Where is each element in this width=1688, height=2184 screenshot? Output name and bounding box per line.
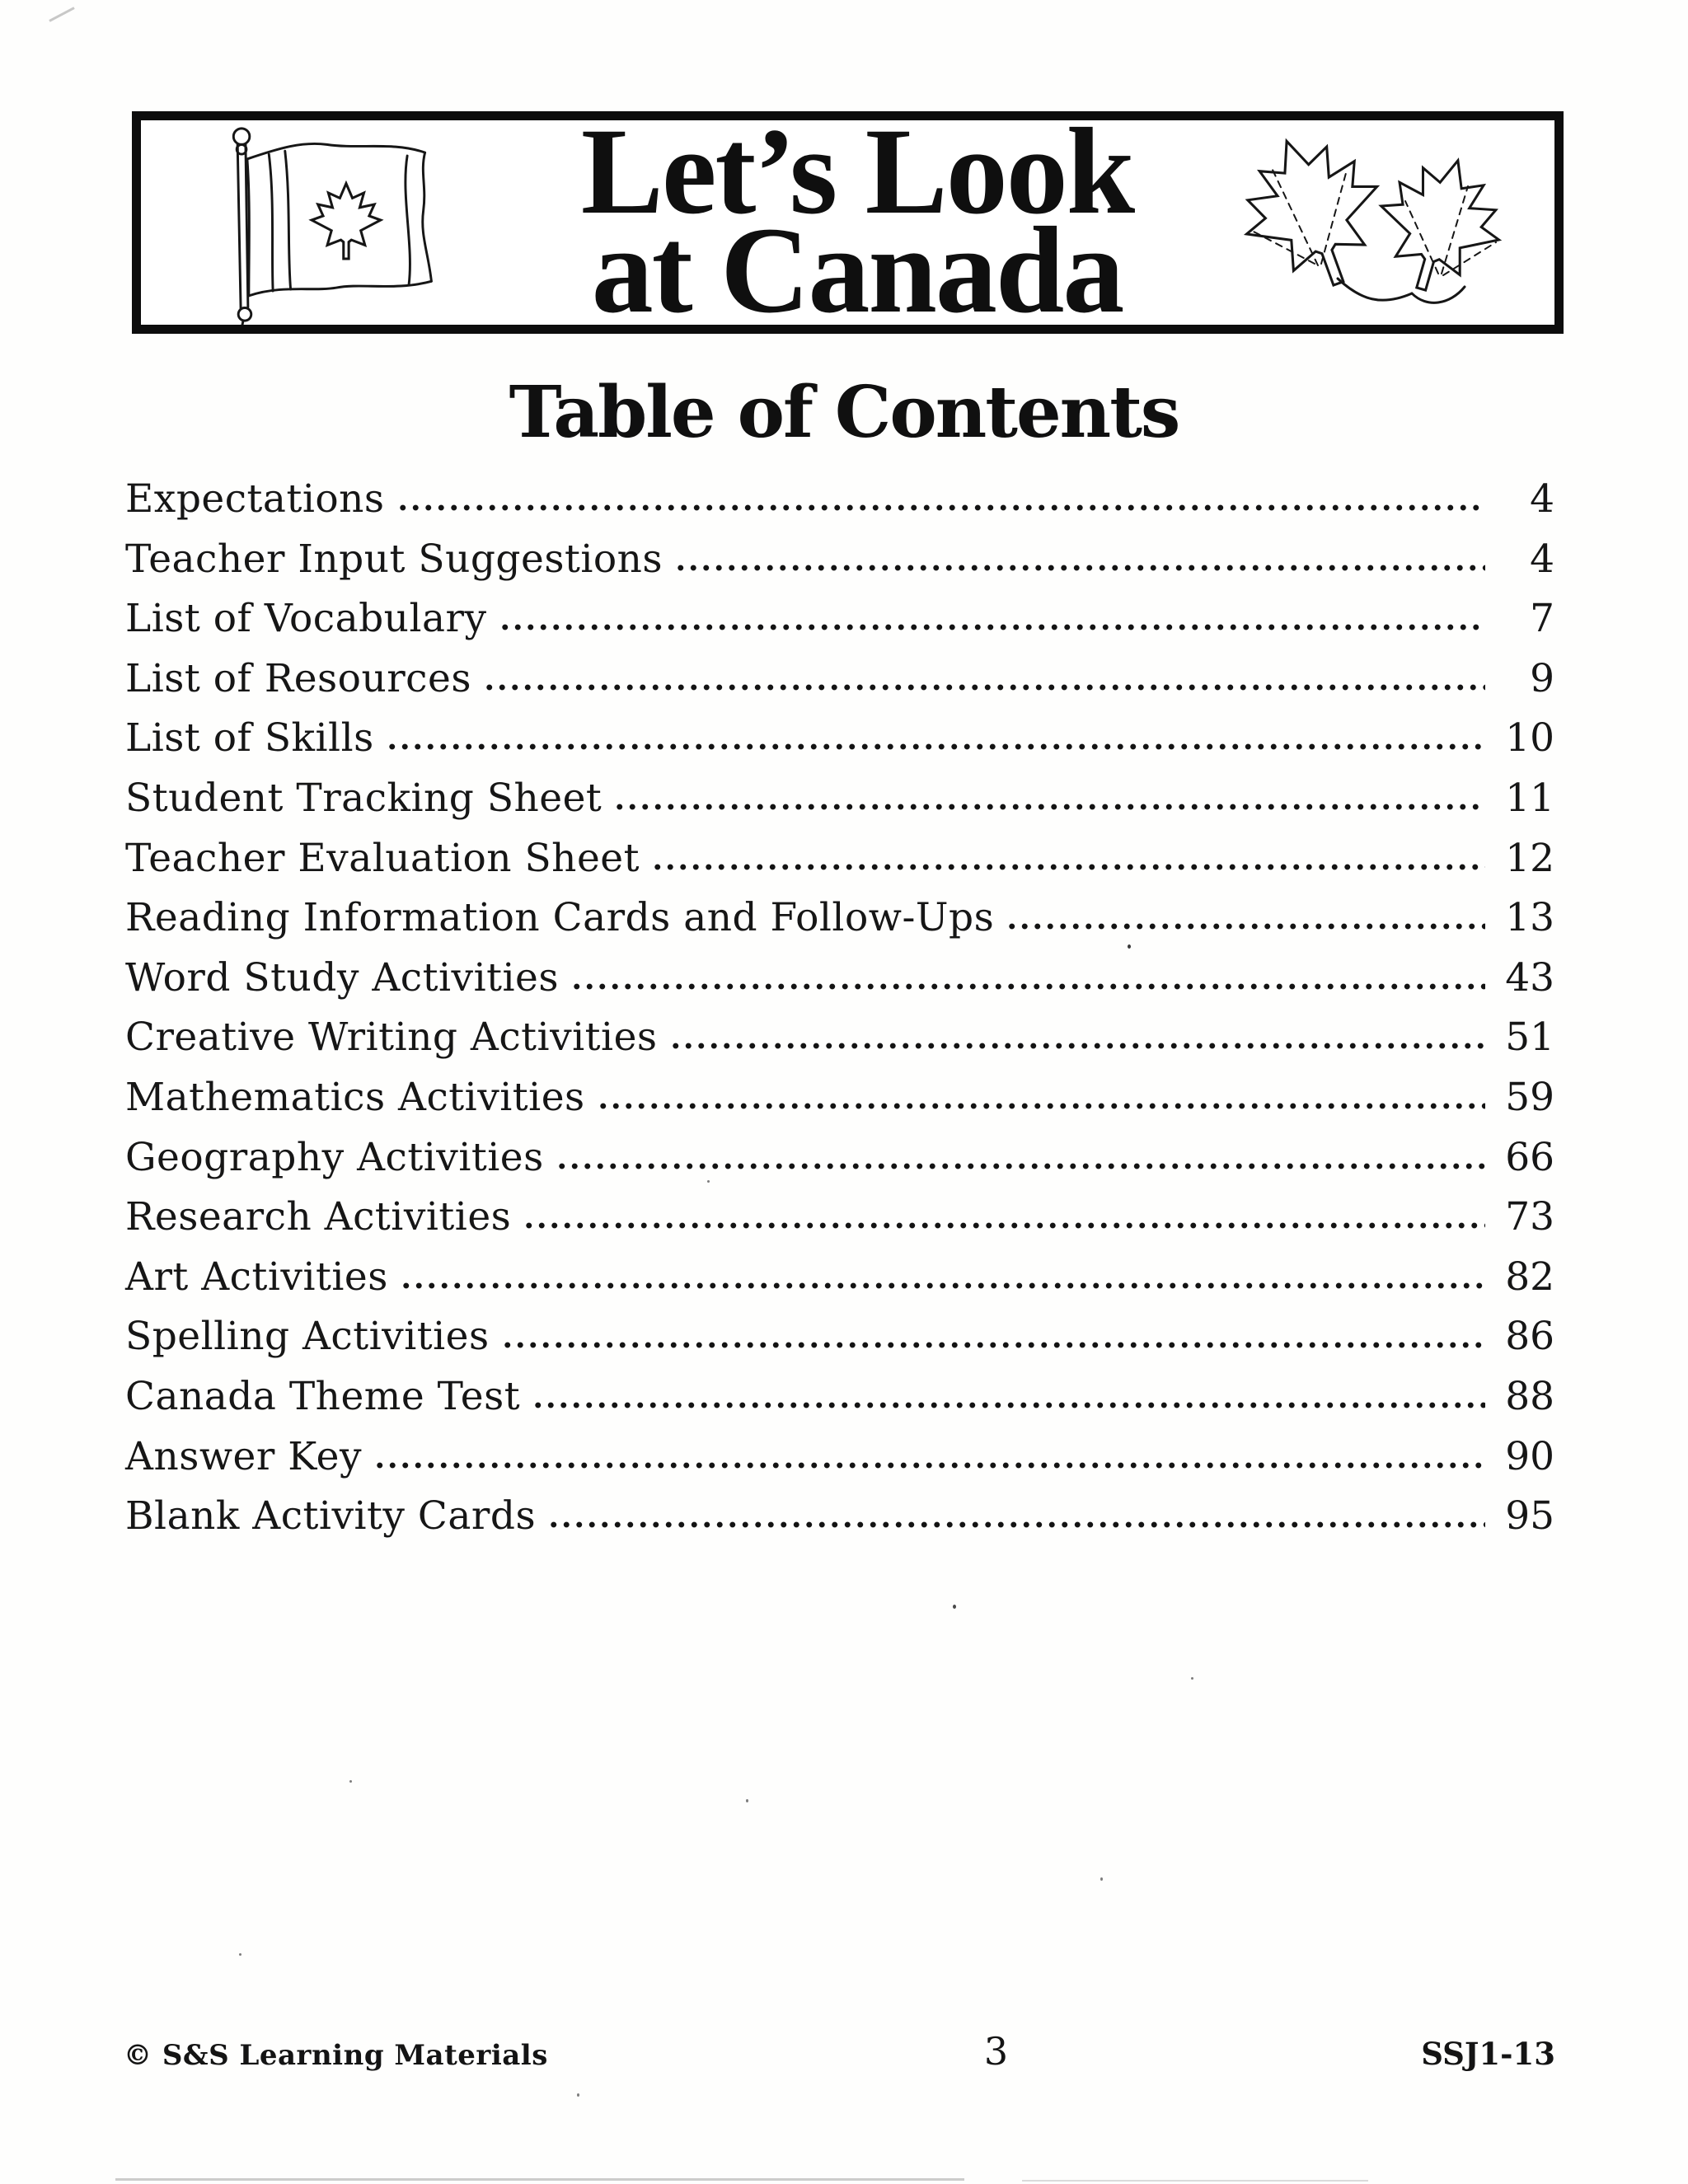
dot-leader (373, 1461, 1485, 1469)
toc-entry (125, 655, 1554, 715)
toc-entry-page: 7 (1530, 596, 1554, 642)
scan-speck (349, 1780, 352, 1783)
toc-entry (125, 595, 1554, 655)
scan-artifact (1022, 2180, 1368, 2182)
book-title-line1: Let’s Look (580, 103, 1134, 240)
toc-entry-page: 4 (1530, 536, 1554, 582)
toc-entry-label: Art Activities (125, 1254, 388, 1300)
toc-entry-label: Teacher Evaluation Sheet (125, 835, 640, 881)
toc-entry-label: List of Vocabulary (125, 596, 487, 642)
scan-speck (1128, 944, 1131, 949)
toc-entry-page: 43 (1505, 954, 1554, 1001)
scan-speck (1100, 1877, 1103, 1881)
page-number: 3 (983, 2029, 1009, 2074)
page-footer (124, 2029, 1555, 2074)
dot-leader (669, 1042, 1485, 1050)
document-code: SSJ1-13 (1421, 2036, 1555, 2072)
title-banner (132, 103, 1564, 339)
dot-leader (651, 863, 1485, 871)
scan-speck (707, 1180, 710, 1183)
toc-entry (125, 1074, 1554, 1134)
dot-leader (547, 1521, 1485, 1529)
dot-leader (396, 504, 1485, 512)
toc-entry-label: Spelling Activities (125, 1314, 490, 1360)
toc-entry-label: Mathematics Activities (125, 1074, 585, 1120)
toc-entry-page: 66 (1505, 1134, 1554, 1180)
toc-entry-page: 13 (1505, 895, 1554, 941)
toc-entry-label: Canada Theme Test (125, 1373, 521, 1419)
dot-leader (556, 1162, 1485, 1170)
dot-leader (674, 564, 1485, 572)
toc-entry-label: Blank Activity Cards (125, 1493, 537, 1540)
toc-entry-page: 51 (1505, 1015, 1554, 1061)
dot-leader (597, 1102, 1485, 1110)
dot-leader (499, 623, 1485, 631)
dot-leader (532, 1401, 1485, 1409)
toc-entry-page: 4 (1530, 476, 1554, 522)
toc-entry-page: 10 (1505, 715, 1554, 762)
toc-entry (125, 894, 1554, 954)
toc-entry-label: Geography Activities (125, 1134, 544, 1180)
toc-entry (125, 1493, 1554, 1553)
scan-artifact (49, 7, 74, 22)
canada-flag-icon (221, 124, 468, 325)
toc-entry-page: 88 (1505, 1373, 1554, 1419)
toc-entry-page: 9 (1530, 655, 1554, 701)
toc-entry-page: 12 (1505, 835, 1554, 881)
toc-entry (125, 1014, 1554, 1074)
toc-entry-label: Reading Information Cards and Follow-Ups (125, 895, 995, 941)
maple-leaves-icon (1221, 125, 1534, 313)
copyright-text: © S&S Learning Materials (124, 2039, 548, 2072)
toc-entry-page: 11 (1505, 775, 1554, 821)
scan-artifact (115, 2178, 964, 2181)
toc-entry-label: List of Resources (125, 655, 471, 701)
toc-entry (125, 476, 1554, 536)
dot-leader (400, 1282, 1485, 1290)
toc-entry-label: Expectations (125, 476, 385, 522)
toc-entry (125, 1254, 1554, 1314)
scan-speck (746, 1799, 748, 1802)
toc-entry (125, 1134, 1554, 1194)
page-title: Table of Contents (509, 371, 1179, 454)
dot-leader (613, 803, 1485, 811)
toc-entry (125, 1433, 1554, 1493)
toc-entry (125, 715, 1554, 775)
toc-entry-label: Creative Writing Activities (125, 1015, 658, 1061)
scan-speck (1191, 1677, 1193, 1680)
dot-leader (523, 1221, 1485, 1230)
dot-leader (386, 743, 1485, 751)
dot-leader (501, 1341, 1485, 1349)
dot-leader (483, 683, 1485, 691)
dot-leader (570, 982, 1485, 991)
toc-entry (125, 1193, 1554, 1254)
toc-entry-page: 82 (1505, 1254, 1554, 1300)
toc-entry-page: 95 (1505, 1493, 1554, 1540)
scan-speck (577, 2093, 579, 2097)
toc-entry (125, 536, 1554, 596)
toc-entry (125, 775, 1554, 835)
toc-entry (125, 1313, 1554, 1373)
toc-entry-page: 73 (1505, 1194, 1554, 1240)
toc-entry-label: Answer Key (125, 1433, 362, 1479)
toc-entry-label: Research Activities (125, 1194, 512, 1240)
scan-speck (953, 1605, 956, 1609)
toc-entry (125, 835, 1554, 895)
table-of-contents (125, 476, 1554, 1553)
book-title (580, 103, 1134, 339)
toc-entry-page: 59 (1505, 1074, 1554, 1120)
toc-entry-label: Word Study Activities (125, 954, 559, 1001)
toc-entry-label: Student Tracking Sheet (125, 775, 603, 821)
toc-entry (125, 1373, 1554, 1433)
toc-entry-label: List of Skills (125, 715, 374, 762)
dot-leader (1006, 922, 1485, 930)
toc-entry-page: 90 (1505, 1433, 1554, 1479)
book-title-line2: at Canada (591, 202, 1123, 339)
toc-entry-page: 86 (1505, 1314, 1554, 1360)
toc-entry (125, 954, 1554, 1015)
scan-speck (239, 1953, 241, 1956)
toc-entry-label: Teacher Input Suggestions (125, 536, 663, 582)
